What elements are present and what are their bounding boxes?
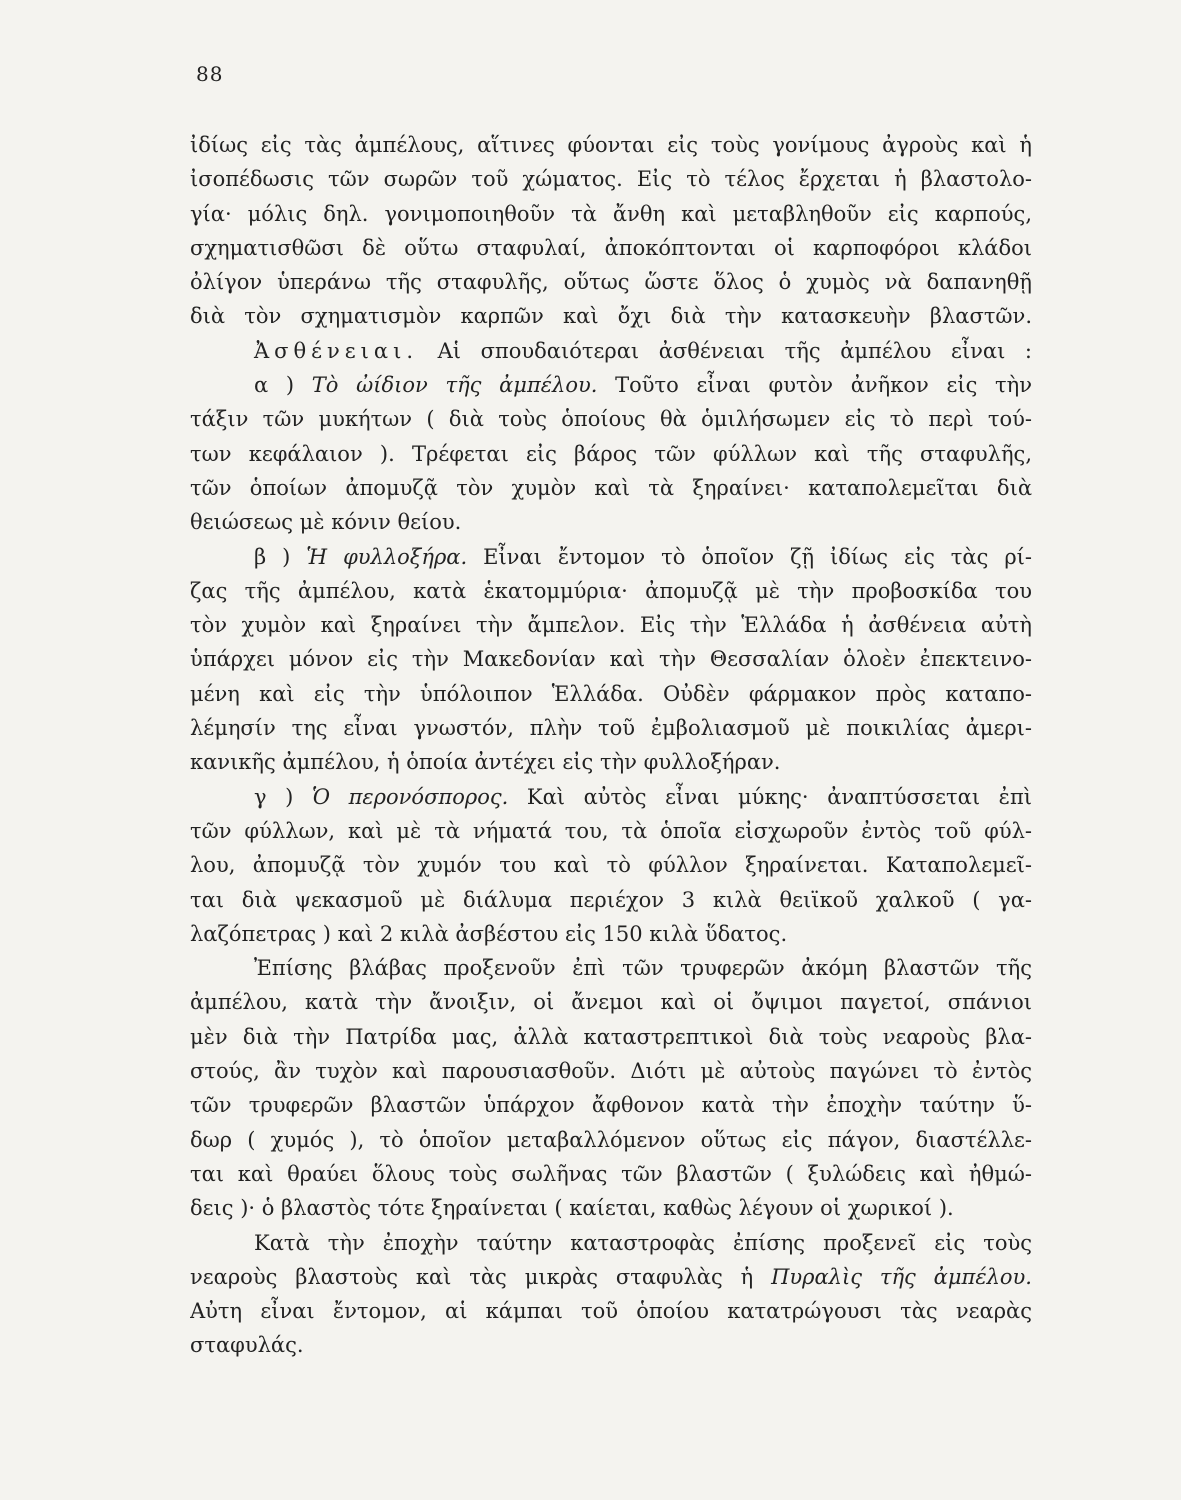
text-line: ται καὶ θραύει ὅλους τοὺς σωλῆνας τῶν βλαστῶν ( ξυλώδεις καὶ ἠθμώ-	[190, 1161, 1032, 1186]
section-heading-line	[190, 334, 1032, 368]
text-line: Ἐπίσης βλάβας προξενοῦν ἐπὶ τῶν τρυφερῶν ἀκόμη βλαστῶν τῆς	[254, 956, 1032, 981]
text-run: Αἱ σπουδαιότεραι ἀσθένειαι τῆς ἀμπέλου εἶναι :	[418, 338, 1032, 363]
text-line: τὸν χυμὸν καὶ ξηραίνει τὴν ἄμπελον. Εἰς τὴν Ἑλλάδα ἡ ἀσθένεια αὐτὴ	[190, 613, 1032, 638]
page-number: 88	[196, 62, 224, 86]
text-line	[190, 1260, 1032, 1294]
text-line: τῶν τρυφερῶν βλαστῶν ὑπάρχον ἄφθονον κατὰ τὴν ἐποχὴν ταύτην ὕ-	[190, 1093, 1032, 1118]
text-line: τῶν φύλλων, καὶ μὲ τὰ νήματά του, τὰ ὁποῖα εἰσχωροῦν ἐντὸς τοῦ φύλ-	[190, 818, 1032, 843]
text-line: ἀμπέλου, κατὰ τὴν ἄνοιξιν, οἱ ἄνεμοι καὶ οἱ ὄψιμοι παγετοί, σπάνιοι	[190, 990, 1032, 1015]
section-heading: Ἀσθένειαι.	[254, 338, 418, 363]
text-line: σχηματισθῶσι δὲ οὕτω σταφυλαί, ἀποκόπτονται οἱ καρποφόροι κλάδοι	[190, 235, 1032, 260]
list-marker: γ )	[254, 784, 312, 809]
disease-title: Ὁ περονόσπορος.	[311, 784, 509, 809]
body-text	[190, 128, 1032, 1363]
text-line: Αὐτη εἶναι ἔντομον, αἱ κάμπαι τοῦ ὁποίου κατατρώγουσι τὰς νεαρὰς	[190, 1299, 1032, 1324]
text-line: ὑπάρχει μόνον εἰς τὴν Μακεδονίαν καὶ τὴν Θεσσαλίαν ὁλοὲν ἐπεκτεινο-	[190, 647, 1032, 672]
text-line: δεις )· ὁ βλαστὸς τότε ξηραίνεται ( καίεται, καθὼς λέγουν οἱ χωρικοί ).	[190, 1196, 954, 1221]
text-line: σταφυλάς.	[190, 1333, 304, 1358]
text-line	[190, 540, 1032, 574]
text-line: διὰ τὸν σχηματισμὸν καρπῶν καὶ ὄχι διὰ τὴν κατασκευὴν βλαστῶν.	[190, 304, 1032, 329]
text-run: Καὶ αὐτὸς εἶναι μύκης· ἀναπτύσσεται ἐπὶ	[508, 784, 1032, 809]
text-line	[190, 780, 1032, 814]
text-line: μὲν διὰ τὴν Πατρίδα μας, ἀλλὰ καταστρεπτικοὶ διὰ τοὺς νεαροὺς βλα-	[190, 1024, 1032, 1049]
list-marker: β )	[254, 544, 307, 569]
text-line: τῶν ὁποίων ἀπομυζᾷ τὸν χυμὸν καὶ τὰ ξηραίνει· καταπολεμεῖται διὰ	[190, 475, 1032, 500]
text-line: μένη καὶ εἰς τὴν ὑπόλοιπον Ἑλλάδα. Οὐδὲν φάρμακον πρὸς καταπο-	[190, 681, 1032, 706]
pest-title: Πυραλὶς τῆς ἀμπέλου.	[771, 1264, 1032, 1289]
text-line	[190, 368, 1032, 402]
text-line: λου, ἀπομυζᾷ τὸν χυμόν του καὶ τὸ φύλλον ξηραίνεται. Καταπολεμεῖ-	[190, 853, 1032, 878]
text-line: τάξιν τῶν μυκήτων ( διὰ τοὺς ὁποίους θὰ ὁμιλήσωμεν εἰς τὸ περὶ τού-	[190, 407, 1032, 432]
disease-title: Τὸ ὠίδιον τῆς ἀμπέλου.	[311, 373, 598, 398]
text-line: Κατὰ τὴν ἐποχὴν ταύτην καταστροφὰς ἐπίσης προξενεῖ εἰς τοὺς	[254, 1230, 1032, 1255]
text-line: γία· μόλις δηλ. γονιμοποιηθοῦν τὰ ἄνθη καὶ μεταβληθοῦν εἰς καρπούς,	[190, 201, 1032, 226]
disease-title: Ἡ φυλλοξήρα.	[306, 544, 468, 569]
text-line: ται διὰ ψεκασμοῦ μὲ διάλυμα περιέχον 3 κιλὰ θειϊκοῦ χαλκοῦ ( γα-	[190, 887, 1032, 912]
text-line: κανικῆς ἀμπέλου, ἡ ὁποία ἀντέχει εἰς τὴν φυλλοξήραν.	[190, 750, 781, 775]
text-run: Τοῦτο εἶναι φυτὸν ἀνῆκον εἰς τὴν	[597, 373, 1032, 398]
text-line: στούς, ἂν τυχὸν καὶ παρουσιασθοῦν. Διότι μὲ αὐτοὺς παγώνει τὸ ἐντὸς	[190, 1059, 1032, 1084]
text-line: ἰσοπέδωσις τῶν σωρῶν τοῦ χώματος. Εἰς τὸ τέλος ἔρχεται ἡ βλαστολο-	[190, 167, 1032, 192]
text-line: θειώσεως μὲ κόνιν θείου.	[190, 510, 462, 535]
text-line: λαζόπετρας ) καὶ 2 κιλὰ ἀσβέστου εἰς 150 κιλὰ ὕδατος.	[190, 921, 788, 946]
text-line: λέμησίν της εἶναι γνωστόν, πλὴν τοῦ ἐμβολιασμοῦ μὲ ποικιλίας ἀμερι-	[190, 716, 1032, 741]
text-line: δωρ ( χυμός ), τὸ ὁποῖον μεταβαλλόμενον οὕτως εἰς πάγον, διαστέλλε-	[190, 1127, 1032, 1152]
text-line: ζας τῆς ἀμπέλου, κατὰ ἑκατομμύρια· ἀπομυζᾷ μὲ τὴν προβοσκίδα του	[190, 578, 1032, 603]
text-run: νεαροὺς βλαστοὺς καὶ τὰς μικρὰς σταφυλὰς ἡ	[190, 1264, 772, 1289]
text-line: των κεφάλαιον ). Τρέφεται εἰς βάρος τῶν φύλλων καὶ τῆς σταφυλῆς,	[190, 441, 1032, 466]
text-line: ἰδίως εἰς τὰς ἀμπέλους, αἵτινες φύονται εἰς τοὺς γονίμους ἀγροὺς καὶ ἡ	[190, 133, 1032, 157]
text-line: ὀλίγον ὑπεράνω τῆς σταφυλῆς, οὕτως ὥστε ὅλος ὁ χυμὸς νὰ δαπανηθῇ	[190, 270, 1032, 295]
list-marker: α )	[254, 373, 312, 398]
text-run: Εἶναι ἔντομον τὸ ὁποῖον ζῇ ἰδίως εἰς τὰς ρί-	[467, 544, 1032, 569]
